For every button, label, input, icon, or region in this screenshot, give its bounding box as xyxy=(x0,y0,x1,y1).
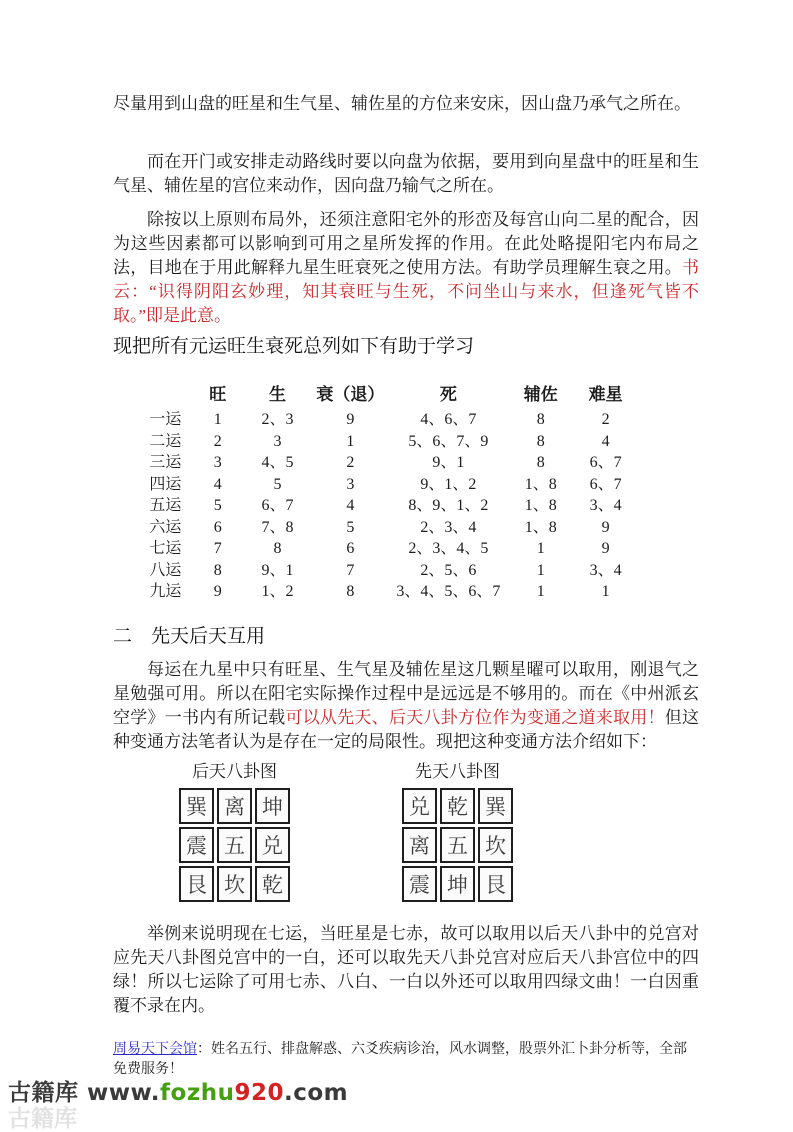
zhouyi-club-link[interactable]: 周易天下会馆 xyxy=(113,1042,197,1057)
cell-fuzuo: 1、8 xyxy=(524,518,557,536)
cell-wang: 9 xyxy=(213,583,222,600)
table-row xyxy=(138,581,638,603)
cell-nanxing: 4 xyxy=(601,432,610,450)
cell-sheng: 8 xyxy=(273,540,282,557)
bagua-cell: 离 xyxy=(402,827,437,863)
cell-wang: 7 xyxy=(213,540,222,557)
cell-si: 8、9、1、2 xyxy=(408,497,489,514)
watermark-fozhu: fozhu xyxy=(160,1080,235,1106)
cell-sheng: 2、3 xyxy=(261,411,294,428)
cell-nanxing: 3、4 xyxy=(589,561,622,579)
star-table-header-shuai: 衰（退） xyxy=(316,385,385,404)
cell-shuai: 4 xyxy=(346,497,355,514)
cell-fuzuo: 1、8 xyxy=(524,497,557,514)
bagua-cell: 震 xyxy=(402,866,437,902)
watermark-reflection: 古籍库 xyxy=(8,1106,77,1132)
cell-si: 9、1、2 xyxy=(420,475,477,493)
table-row xyxy=(138,431,638,453)
bagua-method-red-text: 可以从先天、后天八卦方位作为变通之道来取用！ xyxy=(285,708,665,727)
cell-fuzuo: 8 xyxy=(536,454,545,471)
star-table-header-wang: 旺 xyxy=(209,385,227,404)
star-table xyxy=(138,380,638,603)
section-2-heading: 二 先天后天互用 xyxy=(113,626,266,647)
cell-wang: 4 xyxy=(213,475,222,493)
site-watermark xyxy=(8,1080,348,1106)
footer-services-line xyxy=(113,1040,699,1080)
bagua-cell: 艮 xyxy=(478,866,513,902)
paragraph-example-period7: 举例来说明现在七运，当旺星是七赤，故可以取用以后天八卦中的兑宫对应先天八卦图兑宫中的一白，还可以取先天八卦兑宫对应后天八卦宫位中的四绿！所以七运除了可用七赤、八白、一白以外还可以取用四绿文曲！一白因重覆不录在内。 xyxy=(113,924,699,1015)
cell-wang: 6 xyxy=(213,518,222,536)
cell-si: 5、6、7、9 xyxy=(408,432,489,450)
cell-wang: 5 xyxy=(213,497,222,514)
cell-sheng: 7、8 xyxy=(261,518,294,536)
earlier-heaven-grid xyxy=(402,788,513,902)
table-row xyxy=(138,538,638,560)
star-table-header-row xyxy=(138,380,638,409)
bagua-cell: 五 xyxy=(440,827,475,863)
table-row xyxy=(138,495,638,517)
paragraph-zhongzhou-text-2: 但这种变通方法笔者认为是存在一定的局限性。现把这种变通方法介绍如下： xyxy=(113,708,700,751)
row-label: 二运 xyxy=(149,432,182,450)
cell-si: 2、5、6 xyxy=(420,561,477,579)
cell-si: 4、6、7 xyxy=(420,411,477,428)
cell-nanxing: 1 xyxy=(601,583,610,600)
row-label: 三运 xyxy=(149,454,182,471)
bagua-cell: 兑 xyxy=(402,788,437,824)
later-heaven-diagram xyxy=(179,760,290,902)
cell-si: 3、4、5、6、7 xyxy=(396,583,501,600)
table-row xyxy=(138,409,638,431)
cell-nanxing: 9 xyxy=(601,518,610,536)
star-table-header-sheng: 生 xyxy=(269,385,287,404)
bagua-cell: 离 xyxy=(217,788,252,824)
cell-sheng: 6、7 xyxy=(261,497,294,514)
star-table-header-fuzuo: 辅佐 xyxy=(523,385,558,404)
paragraph-principles xyxy=(113,208,699,328)
row-label: 四运 xyxy=(149,475,182,493)
bagua-cell: 五 xyxy=(217,827,252,863)
row-label: 七运 xyxy=(149,540,182,557)
bagua-cell: 坤 xyxy=(440,866,475,902)
cell-sheng: 1、2 xyxy=(261,583,294,600)
cell-nanxing: 6、7 xyxy=(589,475,622,493)
bagua-cell: 兑 xyxy=(255,827,290,863)
table-row xyxy=(138,452,638,474)
cell-fuzuo: 1 xyxy=(536,583,545,600)
cell-wang: 2 xyxy=(213,432,222,450)
paragraph-zhongzhou xyxy=(113,658,699,754)
paragraph-principles-text: 除按以上原则布局外，还须注意阳宅外的形峦及每宫山向二星的配合，因为这些因素都可以影响到可用之星所发挥的作用。在此处略提阳宅内布局之法，目地在于用此解释九星生旺衰死之使用方法。有助学员理解生衰之用。 xyxy=(113,210,699,277)
footer-services-text: ：姓名五行、排盘解惑、六爻疾病诊治，风水调整，股票外汇卜卦分析等，全部免费服务！ xyxy=(113,1042,687,1077)
cell-shuai: 9 xyxy=(346,411,355,428)
row-label: 八运 xyxy=(149,561,182,579)
paragraph-xiang-pan: 而在开门或安排走动路线时要以向盘为依据，要用到向星盘中的旺星和生气星、辅佐星的宫位来动作，因向盘乃输气之所在。 xyxy=(113,152,699,195)
cell-nanxing: 6、7 xyxy=(589,454,622,471)
cell-nanxing: 3、4 xyxy=(589,497,622,514)
star-table-header-si: 死 xyxy=(439,385,457,404)
row-label: 九运 xyxy=(149,583,182,600)
cell-sheng: 9、1 xyxy=(261,561,294,579)
cell-shuai: 2 xyxy=(346,454,355,471)
cell-fuzuo: 1 xyxy=(536,561,545,579)
classic-quote-red-text: 书云：“识得阴阳玄妙理，知其衰旺与生死，不问坐山与来水，但逢死气皆不取。”即是此意。 xyxy=(113,258,699,325)
cell-nanxing: 2 xyxy=(601,411,610,428)
bagua-cell: 坤 xyxy=(255,788,290,824)
later-heaven-grid xyxy=(179,788,290,902)
cell-fuzuo: 8 xyxy=(536,411,545,428)
cell-wang: 8 xyxy=(213,561,222,579)
table-row xyxy=(138,517,638,539)
later-heaven-title: 后天八卦图 xyxy=(192,762,277,781)
watermark-tld: .com xyxy=(284,1080,349,1106)
cell-shuai: 6 xyxy=(346,540,355,557)
cell-fuzuo: 1 xyxy=(536,540,545,557)
cell-shuai: 7 xyxy=(346,561,355,579)
bagua-cell: 巽 xyxy=(478,788,513,824)
bagua-cell: 艮 xyxy=(179,866,214,902)
cell-shuai: 1 xyxy=(346,432,355,450)
star-table-header-nanxing: 难星 xyxy=(588,385,623,404)
row-label: 五运 xyxy=(149,497,182,514)
cell-sheng: 3 xyxy=(273,432,282,450)
star-table-wrapper xyxy=(138,380,668,603)
cell-fuzuo: 8 xyxy=(536,432,545,450)
cell-shuai: 8 xyxy=(346,583,355,600)
cell-shuai: 3 xyxy=(346,475,355,493)
bagua-cell: 坎 xyxy=(217,866,252,902)
watermark-site-name: 古籍库 xyxy=(8,1080,79,1106)
bagua-cell: 坎 xyxy=(478,827,513,863)
table-row xyxy=(138,560,638,582)
cell-wang: 1 xyxy=(213,411,222,428)
cell-si: 2、3、4、5 xyxy=(408,540,489,557)
table-row xyxy=(138,474,638,496)
paragraph-zhongzhou-text-1: 每运在九星中只有旺星、生气星及辅佐星这几颗星曜可以取用，刚退气之星勉强可用。所以在阳宅实际操作过程中是远远是不够用的。而在《中州派玄空学》一书内有所记载 xyxy=(113,660,699,727)
cell-si: 2、3、4 xyxy=(420,518,477,536)
bagua-cell: 震 xyxy=(179,827,214,863)
star-table-heading: 现把所有元运旺生衰死总列如下有助于学习 xyxy=(113,336,475,357)
cell-wang: 3 xyxy=(213,454,222,471)
row-label: 一运 xyxy=(149,411,182,428)
cell-fuzuo: 1、8 xyxy=(524,475,557,493)
cell-sheng: 5 xyxy=(273,475,282,493)
bagua-cell: 乾 xyxy=(440,788,475,824)
row-label: 六运 xyxy=(149,518,182,536)
watermark-920: 920 xyxy=(234,1080,284,1106)
cell-shuai: 5 xyxy=(346,518,355,536)
watermark-www: www. xyxy=(78,1080,161,1106)
earlier-heaven-title: 先天八卦图 xyxy=(415,762,500,781)
bagua-diagrams-row xyxy=(113,760,699,902)
cell-nanxing: 9 xyxy=(601,540,610,557)
bagua-cell: 乾 xyxy=(255,866,290,902)
bagua-cell: 巽 xyxy=(179,788,214,824)
cell-sheng: 4、5 xyxy=(261,454,294,471)
cell-si: 9、1 xyxy=(432,454,465,471)
earlier-heaven-diagram xyxy=(402,760,513,902)
paragraph-shan-pan: 尽量用到山盘的旺星和生气星、辅佐星的方位来安床，因山盘乃承气之所在。 xyxy=(113,94,691,113)
star-table-header-empty xyxy=(138,380,193,409)
